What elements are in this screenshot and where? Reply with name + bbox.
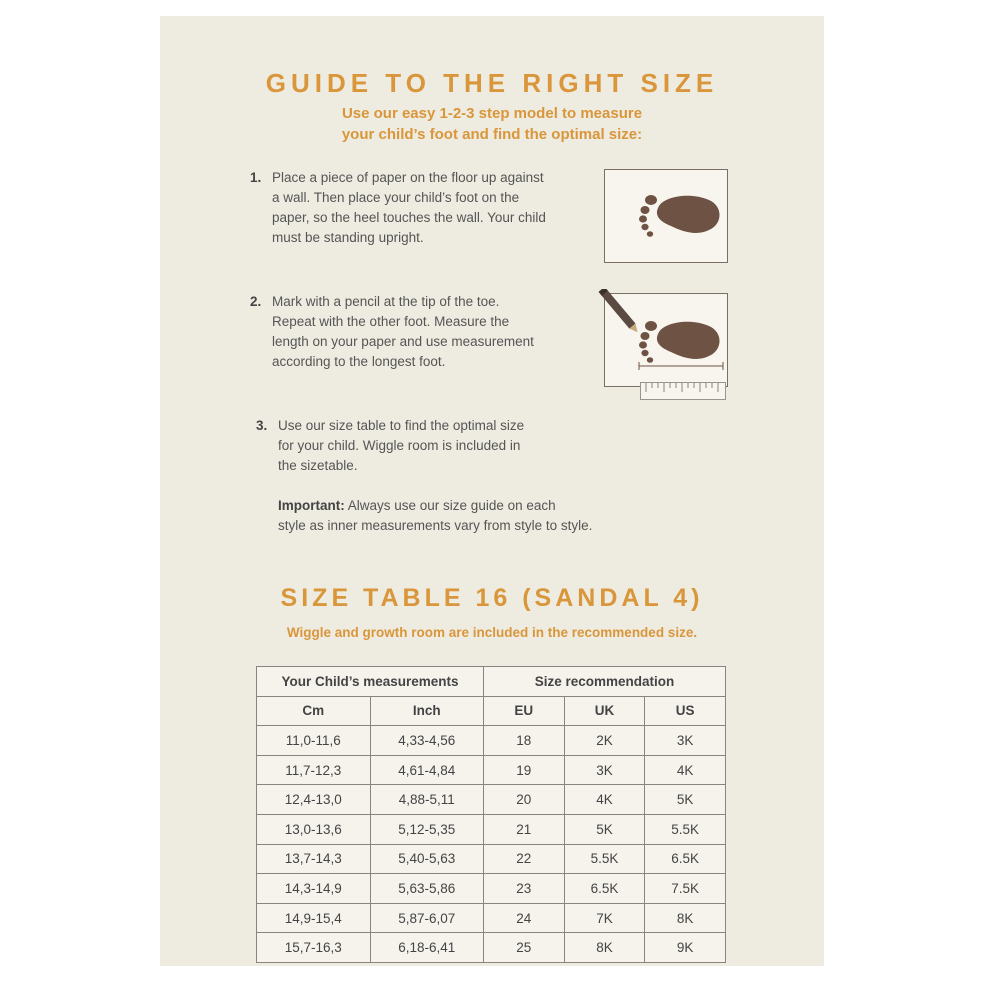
cell-us: 3K — [645, 726, 726, 756]
table-row — [257, 874, 726, 904]
ruler-icon — [640, 382, 726, 400]
table-row — [257, 844, 726, 874]
cell-inch: 5,40-5,63 — [370, 844, 484, 874]
guide-subtitle-line1: Use our easy 1-2-3 step model to measure — [341, 105, 643, 122]
table-row — [257, 933, 726, 963]
cell-cm: 13,7-14,3 — [257, 844, 371, 874]
cell-uk: 4K — [564, 785, 645, 815]
cell-inch: 5,12-5,35 — [370, 814, 484, 844]
size-table-body — [257, 726, 726, 963]
table-row — [257, 814, 726, 844]
guide-subtitle-line2: your child’s foot and find the optimal size: — [341, 126, 643, 143]
cell-us: 5.5K — [645, 814, 726, 844]
cell-inch: 4,61-4,84 — [370, 755, 484, 785]
important-text: Always use our size guide on each style as inner measurements vary from style to style. — [278, 498, 593, 533]
footprint-icon — [605, 170, 727, 262]
cell-eu: 22 — [484, 844, 565, 874]
table-column-header-row — [257, 696, 726, 726]
column-header-uk: UK — [564, 696, 645, 726]
cell-cm: 14,9-15,4 — [257, 903, 371, 933]
cell-inch: 4,33-4,56 — [370, 726, 484, 756]
guide-subtitle — [160, 103, 824, 145]
cell-eu: 20 — [484, 785, 565, 815]
cell-cm: 13,0-13,6 — [257, 814, 371, 844]
step-2 — [250, 292, 610, 372]
cell-us: 6.5K — [645, 844, 726, 874]
cell-eu: 21 — [484, 814, 565, 844]
important-note — [278, 496, 698, 536]
size-guide-card — [160, 16, 824, 966]
cell-eu: 18 — [484, 726, 565, 756]
size-table — [256, 666, 726, 963]
cell-cm: 11,0-11,6 — [257, 726, 371, 756]
table-row — [257, 755, 726, 785]
pencil-icon — [598, 289, 648, 349]
cell-eu: 24 — [484, 903, 565, 933]
cell-cm: 12,4-13,0 — [257, 785, 371, 815]
table-row — [257, 785, 726, 815]
cell-cm: 14,3-14,9 — [257, 874, 371, 904]
important-label: Important: — [278, 498, 345, 513]
cell-eu: 25 — [484, 933, 565, 963]
cell-us: 5K — [645, 785, 726, 815]
column-header-us: US — [645, 696, 726, 726]
cell-us: 4K — [645, 755, 726, 785]
table-row — [257, 726, 726, 756]
cell-cm: 11,7-12,3 — [257, 755, 371, 785]
cell-inch: 6,18-6,41 — [370, 933, 484, 963]
step-3-text: Use our size table to find the optimal size for your child. Wiggle room is included in the sizetable. — [278, 418, 525, 473]
cell-uk: 2K — [564, 726, 645, 756]
size-table-subtitle: Wiggle and growth room are included in the recommended size. — [286, 625, 698, 640]
cell-us: 8K — [645, 903, 726, 933]
cell-inch: 4,88-5,11 — [370, 785, 484, 815]
cell-uk: 5K — [564, 814, 645, 844]
guide-title: GUIDE TO THE RIGHT SIZE — [265, 68, 719, 98]
step-1 — [250, 168, 610, 248]
cell-us: 7.5K — [645, 874, 726, 904]
group-header-size-recommendation: Size recommendation — [484, 667, 726, 697]
step-2-text: Mark with a pencil at the tip of the toe. Repeat with the other foot. Measure the length on your paper and use measurement according to the longest foot. — [272, 294, 534, 369]
size-table-title: SIZE TABLE 16 (SANDAL 4) — [280, 584, 704, 612]
group-header-measurements: Your Child’s measurements — [257, 667, 484, 697]
cell-cm: 15,7-16,3 — [257, 933, 371, 963]
column-header-cm: Cm — [257, 696, 371, 726]
step-1-illustration — [604, 169, 728, 263]
cell-us: 9K — [645, 933, 726, 963]
step-1-number: 1. — [250, 170, 262, 185]
step-2-number: 2. — [250, 294, 262, 309]
cell-uk: 6.5K — [564, 874, 645, 904]
cell-inch: 5,63-5,86 — [370, 874, 484, 904]
cell-uk: 8K — [564, 933, 645, 963]
cell-eu: 23 — [484, 874, 565, 904]
cell-eu: 19 — [484, 755, 565, 785]
cell-uk: 5.5K — [564, 844, 645, 874]
step-1-text: Place a piece of paper on the floor up against a wall. Then place your child’s foot on the paper, so the heel touches the wall. Your child must be standing upright. — [272, 170, 546, 245]
step-3-number: 3. — [256, 418, 268, 433]
step-3 — [256, 416, 656, 476]
column-header-inch: Inch — [370, 696, 484, 726]
cell-inch: 5,87-6,07 — [370, 903, 484, 933]
column-header-eu: EU — [484, 696, 565, 726]
cell-uk: 3K — [564, 755, 645, 785]
table-row — [257, 903, 726, 933]
table-group-header-row — [257, 667, 726, 697]
cell-uk: 7K — [564, 903, 645, 933]
